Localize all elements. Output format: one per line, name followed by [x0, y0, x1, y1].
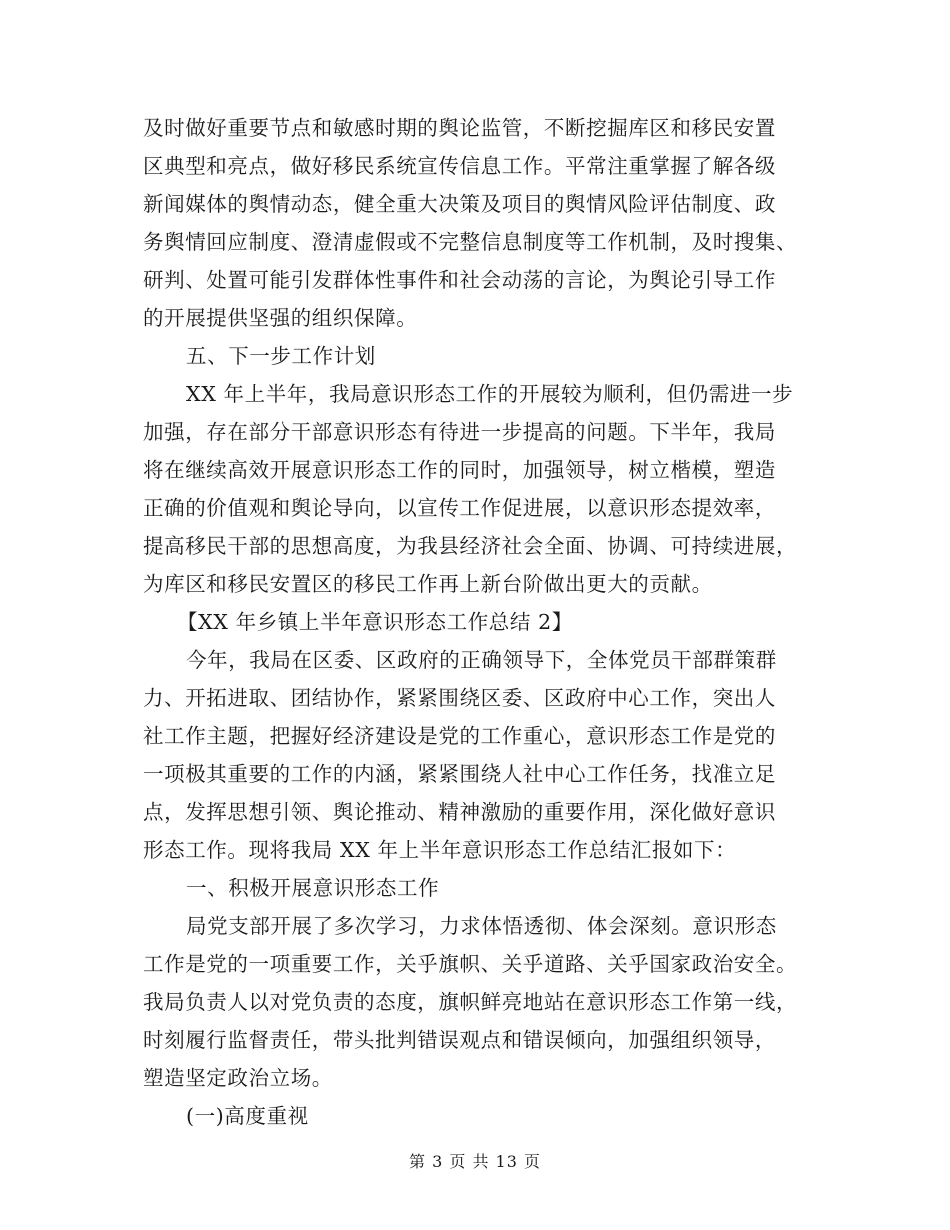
text-line: 我局负责人以对党负责的态度，旗帜鲜亮地站在意识形态工作第一线，	[143, 990, 798, 1014]
text-line: 塑造坚定政治立场。	[143, 1066, 333, 1090]
text-line: 新闻媒体的舆情动态，健全重大决策及项目的舆情风险评估制度、政	[143, 192, 776, 216]
text-line: 点，发挥思想引领、舆论推动、精神激励的重要作用，深化做好意识	[143, 800, 776, 824]
subsection-heading: (一)高度重视	[186, 1104, 309, 1128]
text-line: 区典型和亮点，做好移民系统宣传信息工作。平常注重掌握了解各级	[143, 154, 776, 178]
text-line: 一项极其重要的工作的内涵，紧紧围绕人社中心工作任务，找准立足	[143, 762, 776, 786]
text-line: 加强，存在部分干部意识形态有待进一步提高的问题。下半年，我局	[143, 420, 776, 444]
text-line: 时刻履行监督责任，带头批判错误观点和错误倾向，加强组织领导，	[143, 1028, 776, 1052]
text-line: XX 年上半年，我局意识形态工作的开展较为顺利，但仍需进一步	[186, 382, 794, 406]
page-number-footer: 第 3 页 共 13 页	[409, 1152, 541, 1171]
section-heading: 一、积极开展意识形态工作	[186, 876, 440, 900]
text-line: 形态工作。现将我局 XX 年上半年意识形态工作总结汇报如下：	[143, 838, 737, 862]
text-line: 今年，我局在区委、区政府的正确领导下，全体党员干部群策群	[186, 648, 777, 672]
text-line: 将在继续高效开展意识形态工作的同时，加强领导，树立楷模，塑造	[143, 458, 776, 482]
section-heading: 五、下一步工作计划	[186, 344, 376, 368]
text-line: 正确的价值观和舆论导向，以宣传工作促进展，以意识形态提效率，	[143, 496, 776, 520]
text-line: 研判、处置可能引发群体性事件和社会动荡的言论，为舆论引导工作	[143, 268, 776, 292]
text-line: 及时做好重要节点和敏感时期的舆论监管，不断挖掘库区和移民安置	[143, 116, 776, 140]
text-line: 为库区和移民安置区的移民工作再上新台阶做出更大的贡献。	[143, 572, 713, 596]
text-line: 局党支部开展了多次学习，力求体悟透彻、体会深刻。意识形态	[186, 914, 777, 938]
text-line: 的开展提供坚强的组织保障。	[143, 306, 418, 330]
text-line: 务舆情回应制度、澄清虚假或不完整信息制度等工作机制，及时搜集、	[143, 230, 798, 254]
text-line: 力、开拓进取、团结协作，紧紧围绕区委、区政府中心工作，突出人	[143, 686, 776, 710]
article-title: 【XX 年乡镇上半年意识形态工作总结 2】	[177, 610, 573, 634]
text-line: 工作是党的一项重要工作，关乎旗帜、关乎道路、关乎国家政治安全。	[143, 952, 798, 976]
text-line: 提高移民干部的思想高度，为我县经济社会全面、协调、可持续进展，	[143, 534, 798, 558]
text-line: 社工作主题，把握好经济建设是党的工作重心，意识形态工作是党的	[143, 724, 776, 748]
